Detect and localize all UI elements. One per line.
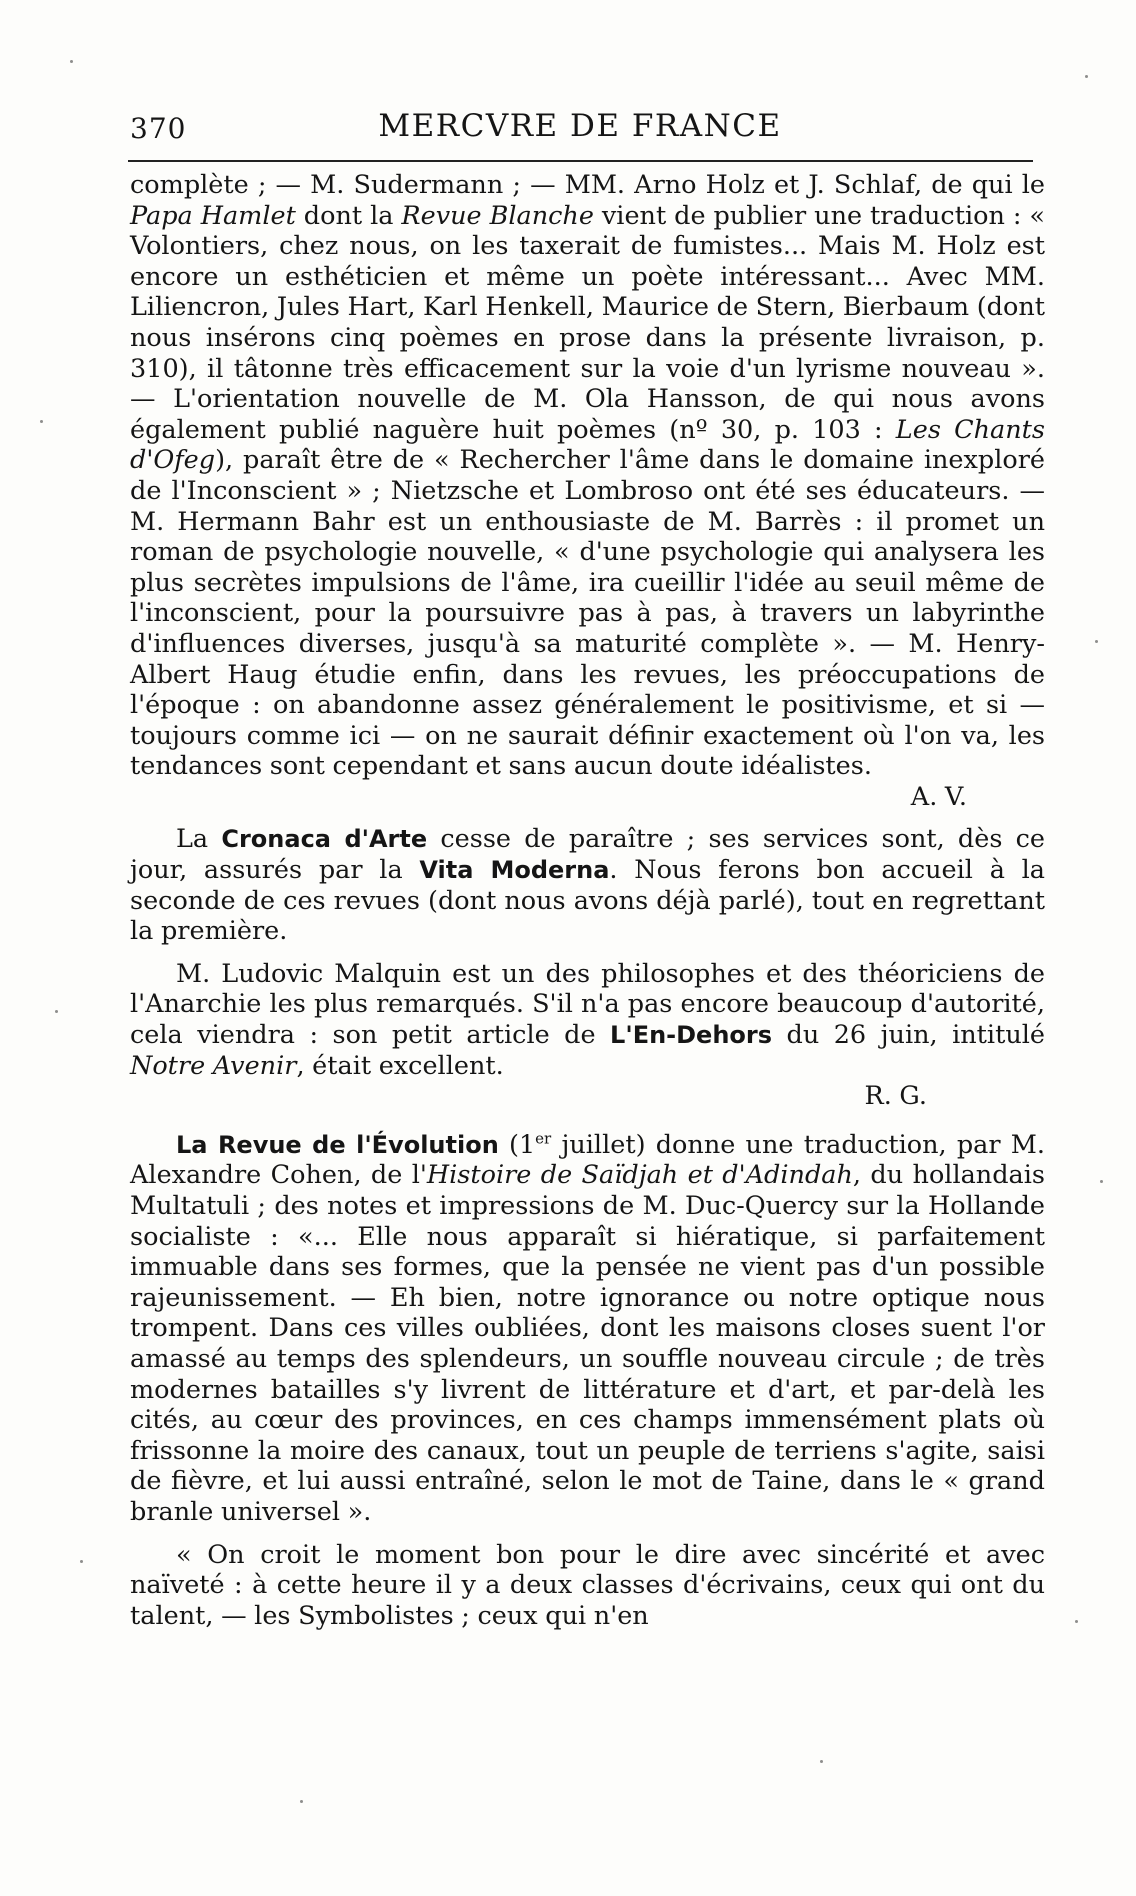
scan-speckle: [820, 1760, 823, 1763]
scan-speckle: [1100, 1180, 1103, 1183]
body-text: [130, 170, 1045, 1631]
text-run: , était excellent.: [296, 1050, 504, 1081]
text-run: , du hollandais Multatuli ; des notes et impressions de M. Duc-Quercy sur la Hollande socialiste : «... Elle nous apparaît si hiératique, si parfaitement immuable dans ses formes, que la pensée ne vient pas d'un possible rajeunissement. — Eh bien, notre ignorance ou notre optique nous trompent. Dans ces villes oubliées, dont les maisons closes suent l'or amassé au temps des splendeurs, un souffle nouveau circule ; de très modernes batailles s'y livrent de littérature et d'art, et par-delà les cités, au cœur des provinces, en ces champs immensément plats où frissonne la moire des canaux, tout un peuple de terriens s'agite, saisi de fièvre, et lui aussi entraîné, selon le mot de Taine, dans le « grand branle universel ».: [130, 1160, 1045, 1527]
signature-av: A. V.: [910, 781, 967, 812]
page-header: [130, 100, 1030, 150]
text-run: La: [176, 824, 222, 855]
title-papa-hamlet: Papa Hamlet: [130, 200, 296, 231]
paragraph-orientation: [130, 170, 1045, 782]
paragraph-malquin: [130, 959, 1045, 1081]
text-run: ), paraît être de « Rechercher l'âme dans le domaine inexploré de l'Inconscient » ; Nietzsche et Lombroso ont été ses éducateurs. — M. Hermann Bahr est un enthousiaste de M. Barrès : il promet un roman de psychologie nouvelle, « d'une psychologie qui analysera les plus secrètes impulsions de l'âme, ira cueillir l'idée au seuil même de l'inconscient, pour la poursuivre pas à pas, à travers un labyrinthe d'influences diverses, jusqu'à sa maturité complète ». — M. Henry-Albert Haug étudie enfin, dans les revues, les préoccupations de l'époque : on abandonne assez généralement le positivisme, et si — toujours comme ici — on ne saurait définir exactement où l'on va, les tendances sont cependant et sans aucun doute idéalistes.: [130, 445, 1045, 782]
header-rule: [128, 160, 1033, 162]
title-histoire-saidjah: Histoire de Saïdjah et d'Adindah: [426, 1160, 853, 1191]
text-run: du 26 juin, intitulé: [772, 1020, 1045, 1051]
spacer: [130, 812, 1045, 824]
text-run: complète ; — M. Sudermann ; — MM. Arno Holz et J. Schlaf, de qui le: [130, 170, 1045, 200]
title-en-dehors: L'En-Dehors: [610, 1021, 773, 1050]
paragraph-on-croit: [130, 1540, 1045, 1632]
superscript: er: [535, 1129, 552, 1148]
text-run: dont la: [295, 200, 402, 231]
title-revue-blanche: Revue Blanche: [401, 200, 594, 231]
text-run: . Nous ferons bon accueil à la seconde de ces revues (dont nous avons déjà parlé), tout en regrettant la première.: [130, 855, 1045, 947]
title-cronaca-darte: Cronaca d'Arte: [221, 825, 428, 854]
title-notre-avenir: Notre Avenir: [130, 1050, 297, 1081]
spacer: [130, 947, 1045, 959]
scan-speckle: [1095, 640, 1098, 643]
page-number: 370: [130, 112, 187, 145]
text-run: juillet) donne une traduction, par M. Alexandre Cohen, de l': [130, 1129, 1046, 1191]
text-run: M. Ludovic Malquin est un des philosophes et des théoriciens de l'Anarchie les plus remarqués. S'il n'a pas encore beaucoup d'autorité, cela viendra : son petit article de: [130, 958, 1045, 1051]
scan-speckle: [300, 1800, 303, 1803]
running-title: MERCVRE DE FRANCE: [378, 108, 782, 144]
paragraph-cronaca: [130, 824, 1045, 946]
text-run: cesse de paraître ; ses services sont, dès ce jour, assurés par la: [130, 824, 1046, 886]
title-chants-ofeg: Les Chants d'Ofeg: [130, 414, 1045, 476]
text-run: (1: [498, 1129, 536, 1160]
spacer: [130, 1118, 1045, 1130]
text-run: vient de publier une traduction : « Volontiers, chez nous, on les taxerait de fumistes... Mais M. Holz est encore un esthéticien et même un poète intéressant... Avec MM. Liliencron, Jules Hart, Karl Henkell, Maurice de Stern, Bierbaum (dont nous insérons cinq poèmes en prose dans la présente livraison, p. 310), il tâtonne très efficacement sur la voie d'un lyrisme nouveau ». — L'orientation nouvelle de M. Ola Hansson, de qui nous avons également publié naguère huit poèmes (nº 30, p. 103 :: [130, 200, 1046, 445]
scan-speckle: [80, 1560, 83, 1563]
scan-speckle: [40, 420, 43, 423]
scan-speckle: [55, 1010, 58, 1013]
title-vita-moderna: Vita Moderna: [419, 856, 610, 885]
text-run: « On croit le moment bon pour le dire avec sincérité et avec naïveté : à cette heure il y a deux classes d'écrivains, ceux qui ont du talent, — les Symbolistes ; ceux qui n'en: [130, 1539, 1045, 1631]
signature-rg: R. G.: [864, 1081, 927, 1112]
spacer: [130, 1528, 1045, 1540]
scan-speckle: [1085, 75, 1088, 78]
paragraph-revue-evolution: [130, 1130, 1045, 1528]
scan-speckle: [1075, 1620, 1078, 1623]
title-revue-evolution: La Revue de l'Évolution: [176, 1130, 499, 1159]
scan-speckle: [70, 60, 73, 63]
